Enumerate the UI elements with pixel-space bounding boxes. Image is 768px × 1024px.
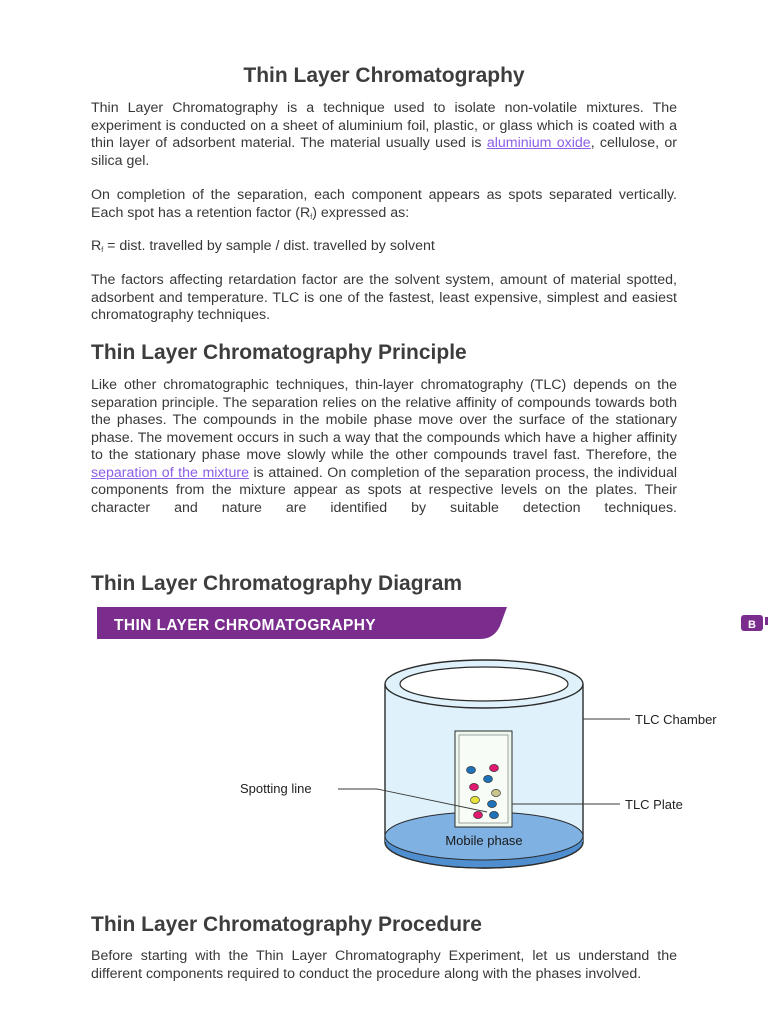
procedure-heading: Thin Layer Chromatography Procedure <box>91 913 482 936</box>
intro-paragraph-3: The factors affecting retardation factor are the solvent system, amount of material spotted, adsorbent and temperature. TLC is one of the fastest, least expensive, simplest and easiest chromatography techniques. <box>91 272 677 323</box>
tlc-spot <box>490 764 499 771</box>
formula-r: R <box>91 238 102 254</box>
tlc-spot <box>492 789 501 796</box>
intro-p1-text: Thin Layer Chromatography is a technique used to isolate non-volatile mixtures. The experiment is conducted on a sheet of aluminium foil, plastic, or glass which is coated with a thin layer of adsorbent material. The material usually used is <box>91 100 677 151</box>
page-title: Thin Layer Chromatography <box>243 64 525 87</box>
tlc-plate-label: TLC Plate <box>625 797 683 812</box>
tlc-spot <box>467 766 476 773</box>
tlc-chamber-label: TLC Chamber <box>635 712 717 727</box>
intro-p2-tail: ) expressed as: <box>312 204 410 221</box>
rf-formula <box>91 238 677 260</box>
tlc-spot <box>488 800 497 807</box>
byjus-logo-letter: B <box>748 619 756 631</box>
principle-text-a: Like other chromatographic techniques, thin-layer chromatography (TLC) depends on the separation principle. The separation relies on the relative affinity of compounds towards both the phases. The compounds in the mobile phase move over the surface of the stationary phase. The movement occurs in such a way that the compounds which have a higher affinity to the stationary phase move slowly while the other compounds travel fast. Therefore, the <box>91 377 677 463</box>
diagram-banner-text: THIN LAYER CHROMATOGRAPHY <box>114 617 377 634</box>
intro-paragraph-1 <box>91 100 677 170</box>
tlc-spot <box>474 811 483 818</box>
tlc-spot <box>484 775 493 782</box>
chamber-rim-inner <box>400 667 568 701</box>
intro-p1-tail: , cellulose, or silica gel. <box>91 135 677 169</box>
spotting-line-label: Spotting line <box>240 781 312 796</box>
principle-text-b: is attained. On completion of the separation process, the individual components from the mixture appear as spots at respective levels on the plates. Their character and nature are identified by suitable detection techniques. <box>91 464 677 516</box>
tlc-spot <box>471 796 480 803</box>
intro-paragraph-2 <box>91 187 677 226</box>
procedure-paragraph: Before starting with the Thin Layer Chromatography Experiment, let us understand the different components required to conduct the procedure along with the phases involved. <box>91 948 677 982</box>
aluminium-oxide-link[interactable]: aluminium oxide <box>486 135 591 151</box>
separation-of-mixture-link[interactable]: separation of the mixture <box>91 464 249 481</box>
tlc-spot <box>490 811 499 818</box>
tlc-spot <box>470 783 479 790</box>
formula-text: = dist. travelled by sample / dist. travelled by solvent <box>103 238 435 254</box>
intro-p2-text: On completion of the separation, each component appears as spots separated vertically. Each spot has a retention factor (R <box>91 187 677 221</box>
principle-heading: Thin Layer Chromatography Principle <box>91 341 467 364</box>
tlc-diagram <box>0 600 768 890</box>
formula-subscript: f <box>101 247 104 254</box>
mobile-phase-label: Mobile phase <box>445 833 523 848</box>
rf-subscript: f <box>310 213 313 221</box>
diagram-heading: Thin Layer Chromatography Diagram <box>91 572 463 595</box>
principle-paragraph <box>91 377 677 517</box>
